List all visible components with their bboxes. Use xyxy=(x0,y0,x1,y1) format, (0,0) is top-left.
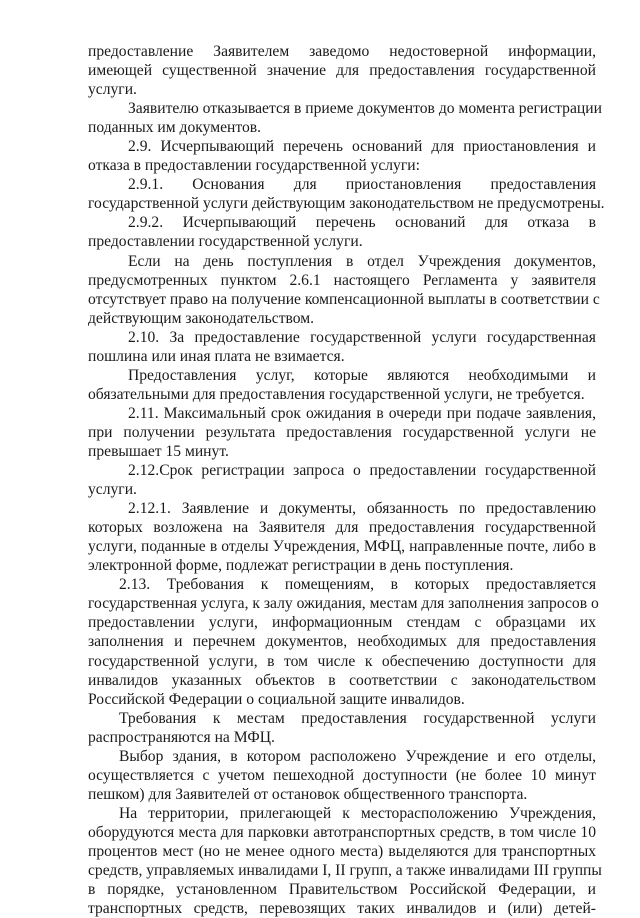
text-line: услуги, поданные в отделы Учреждения, МФЦ, направленные почте, либо в xyxy=(88,538,596,556)
text-line: имеющей существенной значение для предоставления государственной xyxy=(88,62,596,80)
text-line: пешком) для Заявителей от остановок общественного транспорта. xyxy=(88,785,528,803)
text-line: Российской Федерации о социальной защите инвалидов. xyxy=(88,690,465,708)
text-line: 2.9. Исчерпывающий перечень оснований для приостановления и xyxy=(128,138,596,156)
text-line: заполнения и перечнем документов, необходимых для предоставления xyxy=(88,633,596,651)
text-line: средств, управляемых инвалидами I, II групп, а также инвалидами III группы xyxy=(88,862,602,880)
text-line: которых возложена на Заявителя для предоставления государственной xyxy=(88,519,596,537)
text-line: осуществляется с учетом пешеходной доступности (не более 10 минут xyxy=(88,766,596,784)
paragraph xyxy=(88,213,596,251)
paragraph xyxy=(88,366,596,404)
text-line: предоставлении государственной услуги. xyxy=(88,233,363,251)
text-line: 2.10. За предоставление государственной услуги государственная xyxy=(128,328,596,346)
paragraph xyxy=(88,252,600,328)
text-line: 2.13. Требования к помещениям, в которых предоставляется xyxy=(119,576,596,594)
paragraph xyxy=(88,804,602,918)
paragraph xyxy=(88,42,596,99)
text-line: Требования к местам предоставления государственной услуги xyxy=(119,709,596,727)
text-line: оборудуются места для парковки автотранспортных средств, в том числе 10 xyxy=(88,823,596,841)
text-line: действующим законодательством. xyxy=(88,309,315,327)
text-line: 2.9.2. Исчерпывающий перечень оснований для отказа в xyxy=(128,214,596,232)
text-line: Выбор здания, в котором расположено Учреждение и его отделы, xyxy=(119,747,596,765)
text-line: 2.9.1. Основания для приостановления предоставления xyxy=(128,176,596,194)
paragraph xyxy=(88,137,596,175)
text-line: 2.12.1. Заявление и документы, обязанность по предоставлению xyxy=(128,500,596,518)
text-line: предоставлении услуги, информационным стендам с образцами их xyxy=(88,614,596,632)
text-line: транспортных средств, перевозящих таких инвалидов и (или) детей- xyxy=(88,900,596,918)
text-line: поданных им документов. xyxy=(88,119,262,137)
document-body xyxy=(88,42,605,918)
text-line: отсутствует право на получение компенсационной выплаты в соответствии с xyxy=(88,290,600,308)
text-line: пошлина или иная плата не взимается. xyxy=(88,347,345,365)
text-line: Предоставления услуг, которые являются необходимыми и xyxy=(128,366,596,384)
paragraph xyxy=(88,575,599,708)
text-line: Заявителю отказывается в приеме документов до момента регистрации xyxy=(128,100,602,118)
text-line: государственной услуги действующим законодательством не предусмотрены. xyxy=(88,195,605,213)
text-line: обязательными для предоставления государственной услуги, не требуется. xyxy=(88,385,585,403)
text-line: инвалидов указанных объектов в соответствии с законодательством xyxy=(88,671,596,689)
paragraph xyxy=(88,404,596,461)
text-line: предусмотренных пунктом 2.6.1 настоящего Регламента у заявителя xyxy=(88,271,596,289)
text-line: процентов мест (но не менее одного места) выделяются для транспортных xyxy=(88,842,596,860)
paragraph xyxy=(88,175,605,213)
text-line: отказа в предоставлении государственной услуги: xyxy=(88,157,420,175)
text-line: услуги. xyxy=(88,81,137,99)
text-line: электронной форме, подлежат регистрации в день поступления. xyxy=(88,557,514,575)
text-line: распространяются на МФЦ. xyxy=(88,728,275,746)
text-line: 2.11. Максимальный срок ожидания в очереди при подаче заявления, xyxy=(128,404,596,422)
text-line: государственной услуги, в том числе к обеспечению доступности для xyxy=(88,652,596,670)
text-line: 2.12.Срок регистрации запроса о предоставлении государственной xyxy=(128,462,596,480)
text-line: в порядке, установленном Правительством Российской Федерации, и xyxy=(88,881,596,899)
text-line: услуги. xyxy=(88,481,137,499)
text-line: при получении результата предоставления государственной услуги не xyxy=(88,423,596,441)
text-line: превышает 15 минут. xyxy=(88,442,229,460)
paragraph xyxy=(88,461,596,499)
text-line: государственная услуга, к залу ожидания, местам для заполнения запросов о xyxy=(88,595,599,613)
text-line: Если на день поступления в отдел Учреждения документов, xyxy=(128,252,596,270)
text-line: предоставление Заявителем заведомо недостоверной информации, xyxy=(88,43,596,60)
paragraph xyxy=(88,709,596,747)
paragraph xyxy=(88,747,596,804)
text-line: На территории, прилегающей к месторасположению Учреждения, xyxy=(119,804,596,822)
paragraph xyxy=(88,499,596,575)
paragraph xyxy=(88,328,596,366)
paragraph xyxy=(88,99,602,137)
